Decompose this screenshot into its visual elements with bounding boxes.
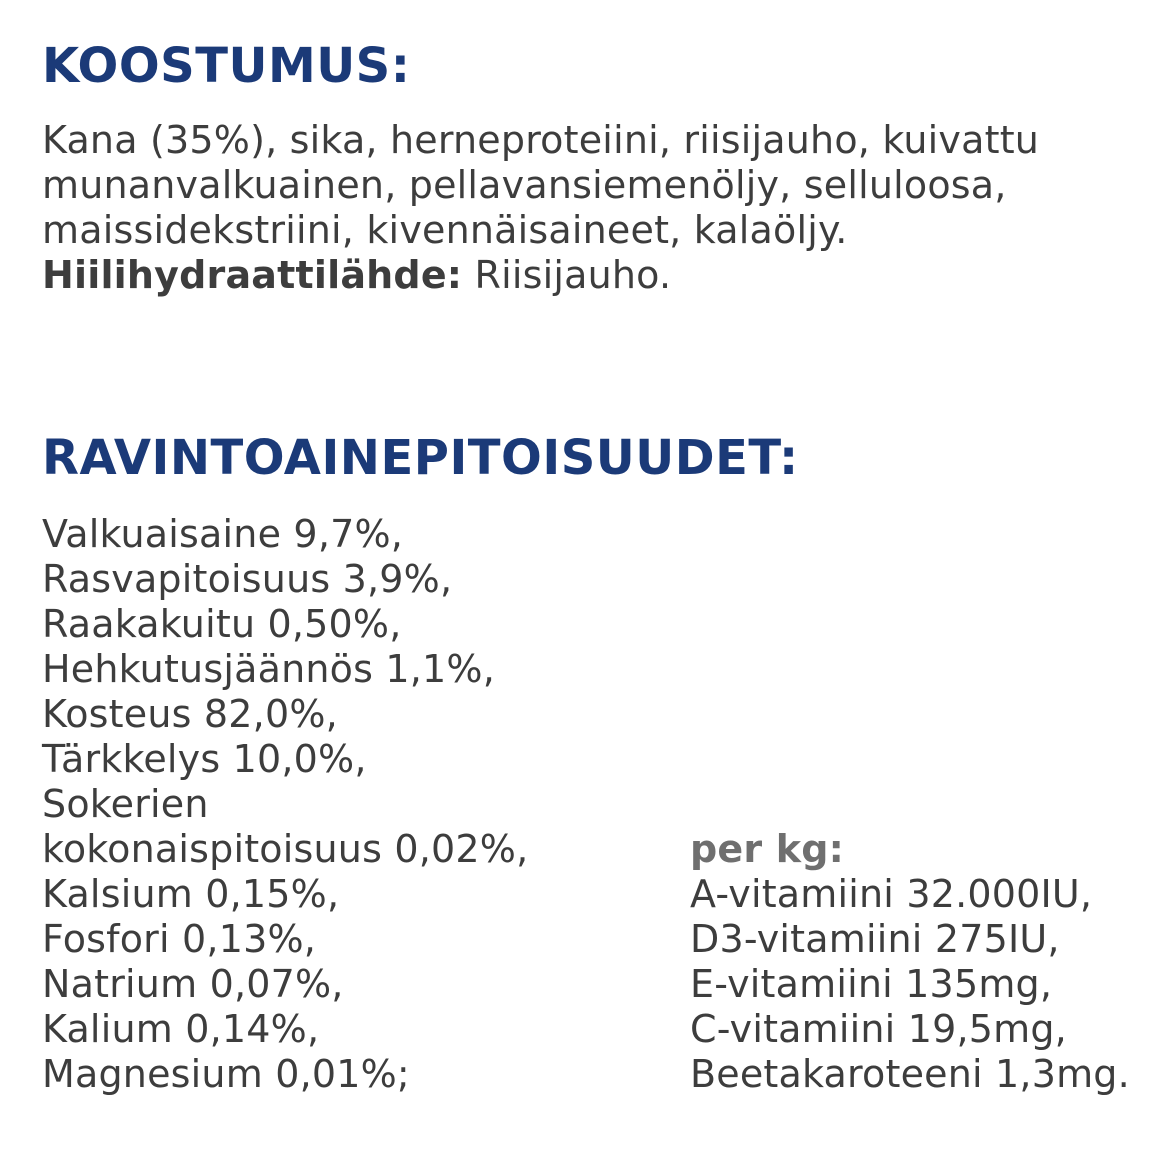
nutrient-item: Fosfori 0,13%, <box>42 917 317 961</box>
carb-source-label: Hiilihydraattilähde: <box>42 253 463 297</box>
ingredients-line: Kana (35%), sika, herneproteiini, riisijauho, kuivattu <box>42 118 1040 162</box>
ingredients-text <box>42 118 1152 298</box>
nutrient-item: Kalium 0,14%, <box>42 1007 320 1051</box>
nutrient-item: Raakakuitu 0,50%, <box>42 602 402 646</box>
nutrient-list <box>42 512 528 1097</box>
vitamin-item: C-vitamiini 19,5mg, <box>690 1007 1067 1051</box>
vitamin-list <box>690 872 1130 1097</box>
ingredients-line: munanvalkuainen, pellavansiemenöljy, selluloosa, <box>42 163 1007 207</box>
vitamin-item: Beetakaroteeni 1,3mg. <box>690 1052 1130 1096</box>
carb-source-value: Riisijauho. <box>462 253 672 297</box>
nutrient-item: Magnesium 0,01%; <box>42 1052 410 1096</box>
per-kg-title: per kg: <box>690 827 845 871</box>
per-kg-section <box>690 827 1130 1097</box>
nutrient-item: Natrium 0,07%, <box>42 962 344 1006</box>
nutrition-heading: RAVINTOAINEPITOISUUDET: <box>42 430 799 486</box>
nutrient-item: Rasvapitoisuus 3,9%, <box>42 557 453 601</box>
ingredients-line: maissidekstriini, kivennäisaineet, kalaöljy. <box>42 208 848 252</box>
vitamin-item: A-vitamiini 32.000IU, <box>690 872 1093 916</box>
vitamin-item: E-vitamiini 135mg, <box>690 962 1053 1006</box>
nutrient-item: Kosteus 82,0%, <box>42 692 338 736</box>
nutrient-item: Sokerien <box>42 782 209 826</box>
carb-source-line <box>42 253 1152 298</box>
composition-heading: KOOSTUMUS: <box>42 38 411 94</box>
nutrient-item: kokonaispitoisuus 0,02%, <box>42 827 529 871</box>
nutrient-item: Hehkutusjäännös 1,1%, <box>42 647 495 691</box>
vitamin-item: D3-vitamiini 275IU, <box>690 917 1060 961</box>
nutrient-item: Valkuaisaine 9,7%, <box>42 512 404 556</box>
nutrient-item: Tärkkelys 10,0%, <box>42 737 367 781</box>
nutrient-item: Kalsium 0,15%, <box>42 872 340 916</box>
